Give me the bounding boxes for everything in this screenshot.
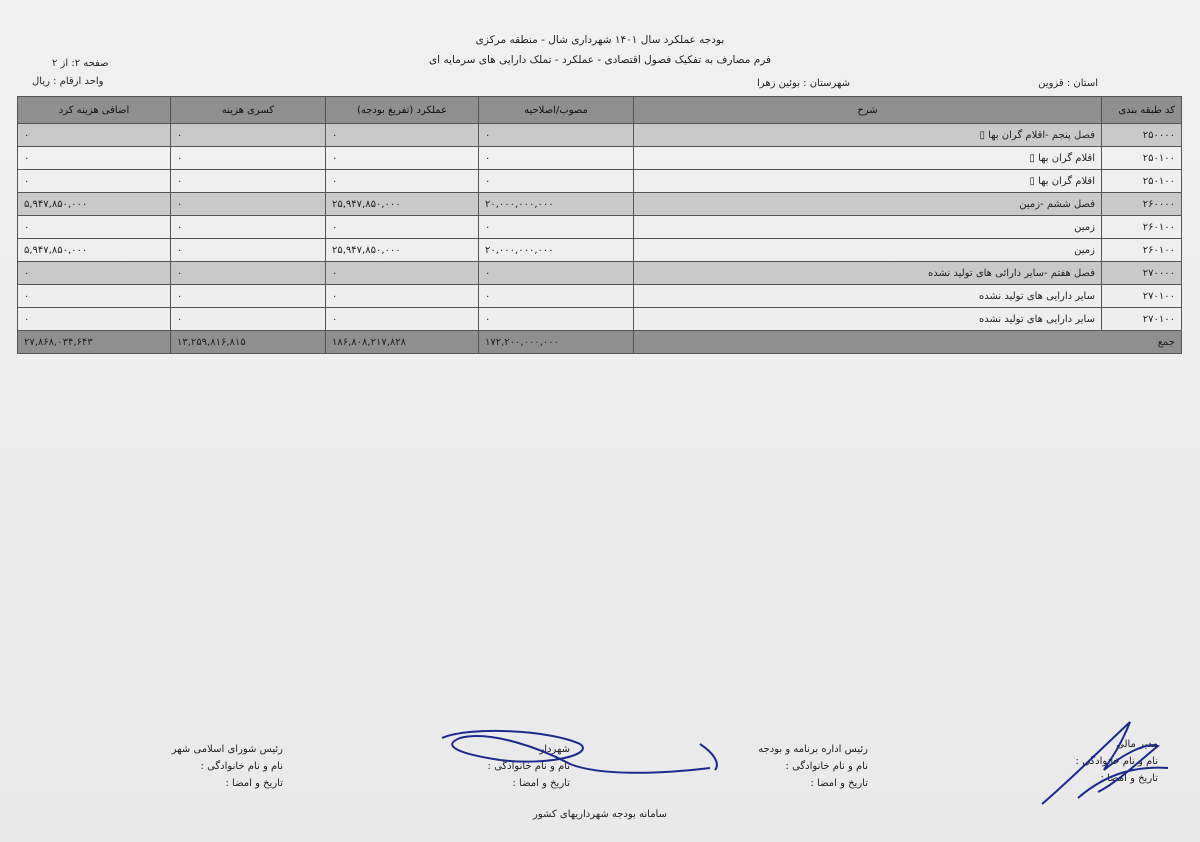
row-deficit: ۰ <box>171 285 326 308</box>
row-deficit: ۰ <box>171 124 326 147</box>
financial-manager-title: مدیر مالی <box>1116 739 1158 750</box>
row-approved: ۰ <box>479 124 634 147</box>
council-head-title: رئیس شورای اسلامی شهر <box>171 744 283 755</box>
total-performance: ۱۸۶,۸۰۸,۲۱۷,۸۲۸ <box>326 331 479 354</box>
row-approved: ۲۰,۰۰۰,۰۰۰,۰۰۰ <box>479 193 634 216</box>
row-approved: ۰ <box>479 285 634 308</box>
row-performance: ۲۵,۹۴۷,۸۵۰,۰۰۰ <box>326 239 479 262</box>
header-surplus: اضافی هزینه کرد <box>18 97 171 124</box>
row-deficit: ۰ <box>171 170 326 193</box>
financial-manager-sign: تاریخ و امضا : <box>1100 773 1158 784</box>
total-label: جمع <box>634 331 1182 354</box>
page-number: صفحه ۲: از ۲ <box>52 58 109 69</box>
row-approved: ۰ <box>479 308 634 331</box>
row-approved: ۰ <box>479 170 634 193</box>
signature-council-head <box>172 741 283 792</box>
row-surplus: ۰ <box>18 124 171 147</box>
row-approved: ۲۰,۰۰۰,۰۰۰,۰۰۰ <box>479 239 634 262</box>
mayor-signature-scribble <box>430 724 730 784</box>
row-deficit: ۰ <box>171 308 326 331</box>
province-label: استان : قزوین <box>1038 78 1098 89</box>
header-deficit: کسری هزینه <box>171 97 326 124</box>
row-deficit: ۰ <box>171 262 326 285</box>
row-desc: سایر دارایی های تولید نشده <box>634 308 1102 331</box>
header-code: کد طبقه بندی <box>1102 97 1182 124</box>
header-desc: شرح <box>634 97 1102 124</box>
total-row <box>18 331 1182 354</box>
table-row <box>18 147 1182 170</box>
row-performance: ۰ <box>326 147 479 170</box>
table-row <box>18 124 1182 147</box>
row-surplus: ۵,۹۴۷,۸۵۰,۰۰۰ <box>18 239 171 262</box>
table-row <box>18 216 1182 239</box>
budget-head-title: رئیس اداره برنامه و بودجه <box>758 744 868 755</box>
table-row <box>18 285 1182 308</box>
row-desc: زمین <box>634 239 1102 262</box>
header-approved: مصوب/اصلاحیه <box>479 97 634 124</box>
row-code: ۲۵۰۱۰۰ <box>1102 170 1182 193</box>
financial-manager-signature-scribble <box>1038 712 1188 812</box>
row-deficit: ۰ <box>171 216 326 239</box>
row-surplus: ۰ <box>18 308 171 331</box>
document-subtitle: فرم مصارف به تفکیک فصول اقتصادی - عملکرد - تملک دارایی های سرمایه ای <box>428 54 772 66</box>
row-surplus: ۰ <box>18 262 171 285</box>
row-performance: ۲۵,۹۴۷,۸۵۰,۰۰۰ <box>326 193 479 216</box>
row-surplus: ۵,۹۴۷,۸۵۰,۰۰۰ <box>18 193 171 216</box>
budget-head-sign: تاریخ و امضا : <box>810 778 868 789</box>
total-approved: ۱۷۲,۲۰۰,۰۰۰,۰۰۰ <box>479 331 634 354</box>
row-surplus: ۰ <box>18 170 171 193</box>
mayor-name: نام و نام خانوادگی : <box>487 761 570 772</box>
budget-table <box>17 96 1182 354</box>
total-surplus: ۲۷,۸۶۸,۰۳۴,۶۴۳ <box>18 331 171 354</box>
table-row <box>18 170 1182 193</box>
row-surplus: ۰ <box>18 216 171 239</box>
row-performance: ۰ <box>326 124 479 147</box>
table-row <box>18 239 1182 262</box>
row-code: ۲۵۰۰۰۰ <box>1102 124 1182 147</box>
row-performance: ۰ <box>326 285 479 308</box>
row-approved: ۰ <box>479 262 634 285</box>
system-footer: سامانه بودجه شهرداریهای کشور <box>533 809 667 820</box>
signature-budget-head <box>758 741 868 792</box>
row-desc: فصل پنجم -اقلام گران بها ▯ <box>634 124 1102 147</box>
budget-head-name: نام و نام خانوادگی : <box>785 761 868 772</box>
row-code: ۲۶۰۱۰۰ <box>1102 216 1182 239</box>
row-performance: ۰ <box>326 308 479 331</box>
financial-manager-name: نام و نام خانوادگی : <box>1075 756 1158 767</box>
row-deficit: ۰ <box>171 193 326 216</box>
row-desc: سایر دارایی های تولید نشده <box>634 285 1102 308</box>
row-desc: فصل هفتم -سایر دارائی های تولید نشده <box>634 262 1102 285</box>
row-deficit: ۰ <box>171 239 326 262</box>
document-title: بودجه عملکرد سال ۱۴۰۱ شهرداری شال - منطقه مرکزی <box>475 34 725 46</box>
row-performance: ۰ <box>326 170 479 193</box>
table-row <box>18 308 1182 331</box>
table-row <box>18 262 1182 285</box>
row-code: ۲۷۰۰۰۰ <box>1102 262 1182 285</box>
row-surplus: ۰ <box>18 147 171 170</box>
council-head-sign: تاریخ و امضا : <box>225 778 283 789</box>
row-deficit: ۰ <box>171 147 326 170</box>
row-surplus: ۰ <box>18 285 171 308</box>
row-performance: ۰ <box>326 216 479 239</box>
total-deficit: ۱۳,۲۵۹,۸۱۶,۸۱۵ <box>171 331 326 354</box>
row-desc: فصل ششم -زمین <box>634 193 1102 216</box>
mayor-sign: تاریخ و امضا : <box>512 778 570 789</box>
row-desc: اقلام گران بها ▯ <box>634 147 1102 170</box>
mayor-title: شهردار <box>539 744 570 755</box>
row-code: ۲۵۰۱۰۰ <box>1102 147 1182 170</box>
row-approved: ۰ <box>479 147 634 170</box>
row-performance: ۰ <box>326 262 479 285</box>
row-code: ۲۶۰۰۰۰ <box>1102 193 1182 216</box>
row-approved: ۰ <box>479 216 634 239</box>
table-header-row <box>18 97 1182 124</box>
row-code: ۲۶۰۱۰۰ <box>1102 239 1182 262</box>
header-performance: عملکرد (تفریغ بودجه) <box>326 97 479 124</box>
county-label: شهرستان : بوئین زهرا <box>757 78 850 89</box>
table-row <box>18 193 1182 216</box>
row-desc: اقلام گران بها ▯ <box>634 170 1102 193</box>
row-code: ۲۷۰۱۰۰ <box>1102 308 1182 331</box>
row-desc: زمین <box>634 216 1102 239</box>
council-head-name: نام و نام خانوادگی : <box>200 761 283 772</box>
row-code: ۲۷۰۱۰۰ <box>1102 285 1182 308</box>
currency-unit: واحد ارقام : ریال <box>32 76 104 87</box>
